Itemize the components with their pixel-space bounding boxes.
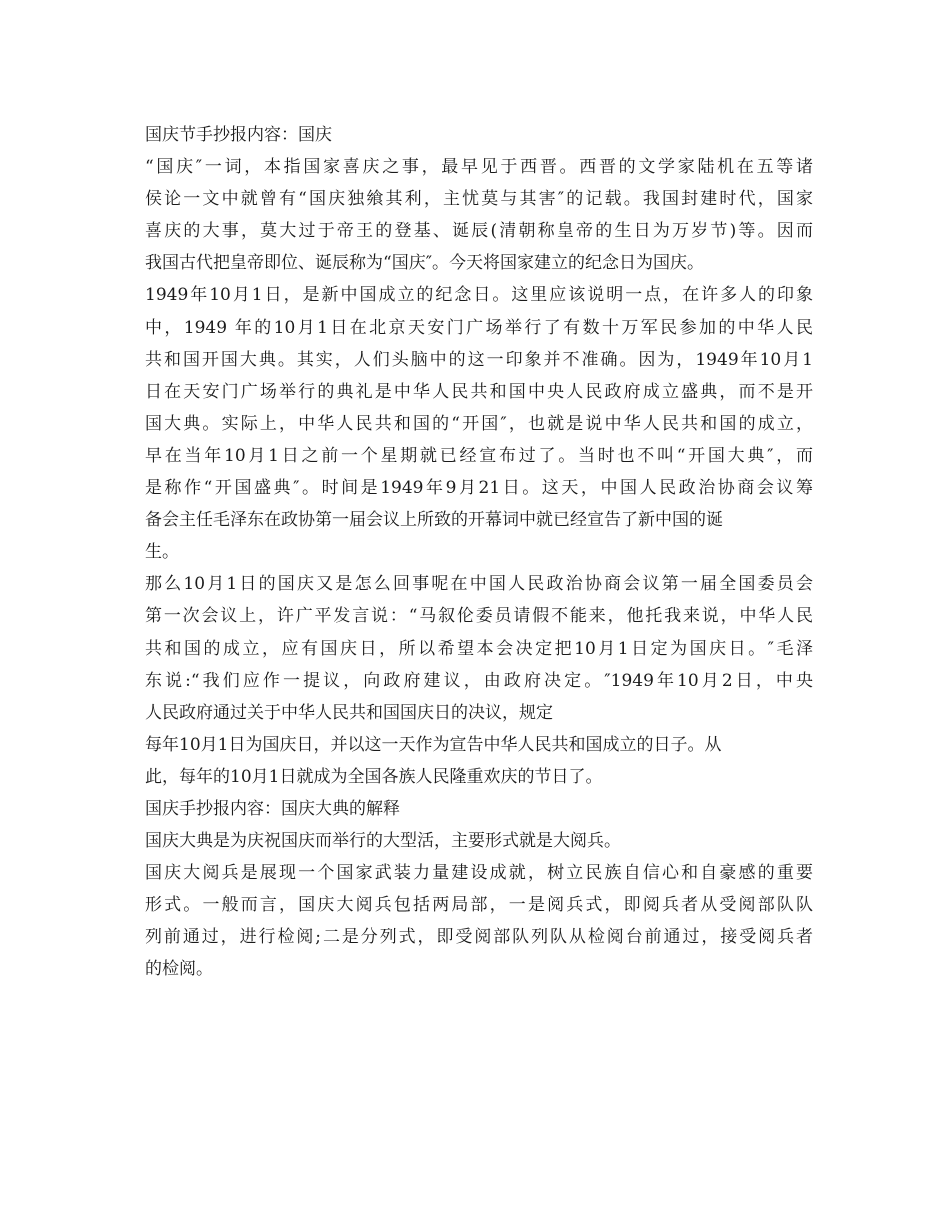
text-line: 列前通过，进行检阅;二是分列式，即受阅部队列队从检阅台前通过，接受阅兵者 <box>145 927 813 948</box>
text-line: 喜庆的大事，莫大过于帝王的登基、诞辰(清朝称皇帝的生日为万岁节)等。因而 <box>145 221 813 242</box>
text-line: 每年10月1日为国庆日，并以这一天作为宣告中华人民共和国成立的日子。从 <box>145 734 722 755</box>
document-body <box>145 119 813 986</box>
text-line: 第一次会议上，许广平发言说：“马叙伦委员请假不能来，他托我来说，中华人民 <box>145 606 813 627</box>
text-line: 东说:“我们应作一提议，向政府建议，由政府决定。″1949年10月2日，中央 <box>145 670 813 691</box>
text-line: 国庆大典是为庆祝国庆而举行的大型活，主要形式就是大阅兵。 <box>145 831 621 852</box>
section-heading: 国庆手抄报内容：国庆大典的解释 <box>145 798 400 819</box>
text-line: 此，每年的10月1日就成为全国各族人民隆重欢庆的节日了。 <box>145 766 603 787</box>
text-line: 是称作“开国盛典″。时间是1949年9月21日。这天，中国人民政治协商会议筹 <box>145 478 813 499</box>
text-line: 人民政府通过关于中华人民共和国国庆日的决议，规定 <box>145 702 553 723</box>
text-line: 中，1949 年的10月1日在北京天安门广场举行了有数十万军民参加的中华人民 <box>145 317 813 338</box>
text-line: 1949年10月1日，是新中国成立的纪念日。这里应该说明一点，在许多人的印象 <box>145 285 813 306</box>
section-heading: 国庆节手抄报内容：国庆 <box>145 125 332 145</box>
text-line: 那么10月1日的国庆又是怎么回事呢在中国人民政治协商会议第一届全国委员会 <box>145 574 813 595</box>
text-line: 生。 <box>145 542 179 563</box>
text-line: 国大典。实际上，中华人民共和国的“开国″，也就是说中华人民共和国的成立， <box>145 413 813 434</box>
text-line: 共和国开国大典。其实，人们头脑中的这一印象并不准确。因为，1949年10月1 <box>145 349 813 370</box>
text-line: “国庆″一词，本指国家喜庆之事，最早见于西晋。西晋的文学家陆机在五等诸 <box>145 157 813 178</box>
text-line: 形式。一般而言，国庆大阅兵包括两局部，一是阅兵式，即阅兵者从受阅部队队 <box>145 895 813 916</box>
text-line: 的检阅。 <box>145 959 213 980</box>
text-line: 早在当年10月1日之前一个星期就已经宣布过了。当时也不叫“开国大典″，而 <box>145 445 813 466</box>
text-line: 共和国的成立，应有国庆日，所以希望本会决定把10月1日定为国庆日。″毛泽 <box>145 638 813 659</box>
text-line: 侯论一文中就曾有“国庆独飨其利，主忧莫与其害″的记载。我国封建时代，国家 <box>145 189 813 210</box>
text-line: 国庆大阅兵是展现一个国家武装力量建设成就，树立民族自信心和自豪感的重要 <box>145 863 813 884</box>
text-line: 我国古代把皇帝即位、诞辰称为“国庆″。今天将国家建立的纪念日为国庆。 <box>145 253 705 274</box>
text-line: 日在天安门广场举行的典礼是中华人民共和国中央人民政府成立盛典，而不是开 <box>145 381 813 402</box>
text-line: 备会主任毛泽东在政协第一届会议上所致的开幕词中就已经宣告了新中国的诞 <box>145 510 723 531</box>
